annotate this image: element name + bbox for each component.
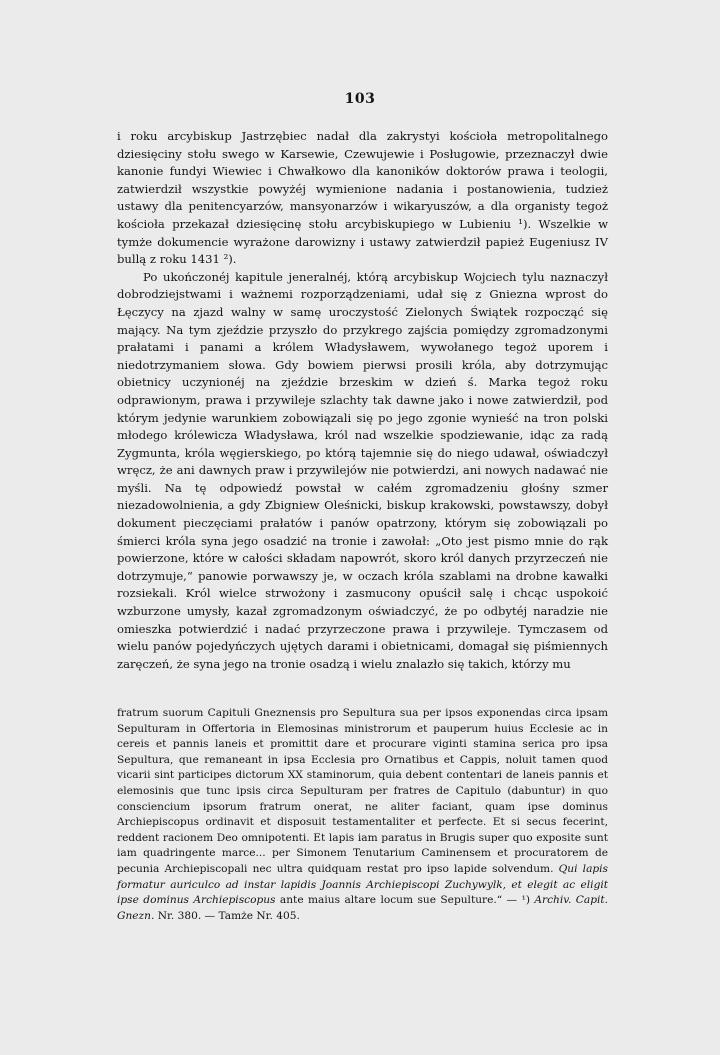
main-text	[117, 128, 608, 673]
footnote-text-before-italic: fratrum suorum Capituli Gneznensis pro Sepultura sua per ipsos exponendas circa ipsam Sepulturam in Offertoria in Elemosinas ministrorum et pauperum huius Ecclesie ac in cereis et pannis laneis et promittit dare et procurare viginti stamina serica pro ipsa Sepultura, que remaneant in ipsa Ecclesia pro Ornatibus et Cappis, noluit tamen quod vicarii sint participes dictorum XX staminorum, quia debent contentari de laneis pannis et elemosinis que tunc ipsis circa Sepulturam per fratres de Capitulo (dabuntur) in quo consciencium ipsorum fratrum onerat, ne aliter faciant, quam ipse dominus Archiepiscopus ordinavit et disposuit testamentaliter et perfecte. Et si secus fecerint, reddent racionem Deo omnipotenti. Et lapis iam paratus in Brugis super quo exposite sunt iam quadringente marce... per Simonem Tenutarium Caminensem et procuratorem de pecunia Archiepiscopali nec ultra quidquam restat pro ipso lapide solvendum.	[117, 707, 608, 875]
paragraph-2: Po ukończonéj kapitule jeneralnéj, którą arcybiskup Wojciech tylu naznaczył dobrodziejstwami i ważnemi rozporządzeniami, udał się z Gniezna wprost do Łęczycy na zjazd walny w samę uroczystość Zielonych Świątek rozpocząć się mający. Na tym zjeździe przyszło do przykrego zajścia pomiędzy zgromadzonymi prałatami i panami a królem Władysławem, wywołanego tegoż uporem i niedotrzymaniem słowa. Gdy bowiem pierwsi prosili króla, aby dotrzymując obietnicy uczynionéj na zjeździe brzeskim w dzień ś. Marka tegoż roku odprawionym, prawa i przywileje szlachty tak dawne jako i nowe zatwierdził, pod którym jedynie warunkiem zobowiązali się po jego zgonie wynieść na tron polski młodego królewicza Władysława, król nad wszelkie spodziewanie, idąc za radą Zygmunta, króla węgierskiego, po którą tajemnie się do niego udawał, oświadczył wręcz, że ani dawnych praw i przywilejów nie potwierdzi, ani nowych nadawać nie myśli. Na tę odpowiedź powstał w całém zgromadzeniu głośny szmer niezadowolnienia, a gdy Zbigniew Oleśnicki, biskup krakowski, powstawszy, dobył dokument pieczęciami prałatów i panów opatrzony, którym się zobowiązali po śmierci króla syna jego osadzić na tronie i zawołał: „Oto jest pismo mnie do rąk powierzone, które w całości składam napowrót, skoro król danych przyrzeczeń nie dotrzymuje,“ panowie porwawszy je, w oczach króla szablami na drobne kawałki rozsiekali. Król wielce strwożony i zasmucony opuścił salę i chcąc uspokoić wzburzone umysły, kazał zgromadzonym oświadczyć, że po odbytéj naradzie nie omieszka potwierdzić i nadać przyrzeczone prawa i przywileje. Tymczasem od wielu panów pojedyńczych ujętych darami i obietnicami, domagał się piśmiennych zaręczeń, że syna jego na tronie osadzą i wielu znalazło się takich, którzy mu	[117, 269, 608, 671]
footnote-italic-archive: Archiv. Capit. Gnezn.	[117, 894, 608, 922]
page-number: 103	[344, 91, 376, 107]
footnote-text-end: Nr. 380. — Tamże Nr. 405.	[157, 909, 300, 922]
footnote-italic-1: Qui lapis formatur auriculco ad instar lapidis Joannis Archiepiscopi Zuchywylk, et elegit ac eligit ipse dominus Archiepiscopus	[117, 862, 608, 907]
paragraph-1: i roku arcybiskup Jastrzębiec nadał dla zakrystyi kościoła metropolitalnego dziesięciny stołu swego w Karsewie, Czewujewie i Posługowie, przeznaczył dwie kanonie fundyi Wiewiec i Chwałkowo dla kanoników doktorów prawa i teologii, zatwierdził wszystkie powyżéj wymienione nadania i postanowienia, tudzież ustawy dla penitencyarzów, mansyonarzów i wikaryuszów, a dla organisty tegoż kościoła przekazał dziesięcinę stołu arcybiskupiego w Lubieniu ¹). Wszelkie w tymże dokumencie wyrażone darowizny i ustawy zatwierdził papież Eugeniusz IV bullą z roku 1431 ²).	[117, 129, 608, 267]
footnote-text-middle: ante maius altare locum sue Sepulture.“ — ¹)	[279, 894, 530, 907]
footnote-block	[117, 706, 608, 924]
footnote-paragraph	[117, 706, 608, 924]
